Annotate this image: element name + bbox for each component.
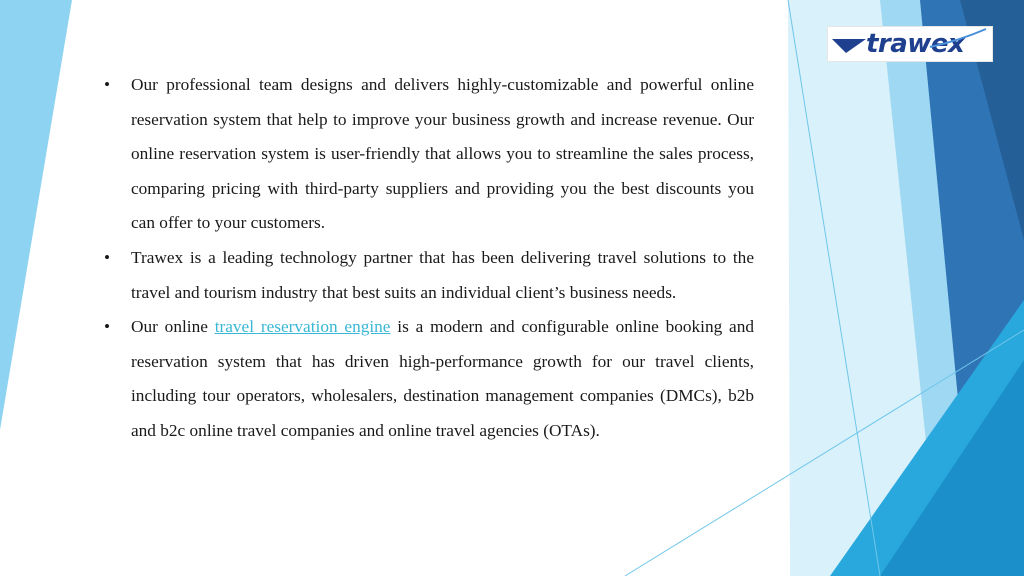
bullet-item bbox=[100, 310, 754, 448]
bullet-item bbox=[100, 68, 754, 241]
logo-arrow-icon bbox=[832, 35, 868, 55]
trawex-logo bbox=[827, 26, 993, 62]
bullet-text-after: is a modern and configurable online booking and reservation system that has driven high-performance growth for our travel clients, including tour operators, wholesalers, destination management companies (DMCs), b2b and b2c online travel companies and online travel agencies (OTAs). bbox=[131, 317, 754, 440]
logo-text: trawex bbox=[866, 29, 965, 59]
bullet-symbol: • bbox=[104, 75, 111, 94]
bullet-text: Trawex is a leading technology partner that has been delivering travel solutions to the travel and tourism industry that best suits an individual client’s business needs. bbox=[131, 247, 754, 302]
bullet-symbol: • bbox=[104, 247, 111, 267]
logo-swoosh-icon bbox=[928, 27, 988, 49]
bullet-item bbox=[100, 241, 754, 310]
bullet-text-before: Our online bbox=[131, 317, 215, 337]
bullet-text: Our professional team designs and delivers highly-customizable and powerful online reservation system that help to improve your business growth and increase revenue. Our online reservation system is user-friendly that allows you to streamline the sales process, comparing pricing with third-party suppliers and providing you the best discounts you can offer to your customers. bbox=[131, 75, 754, 233]
left-accent-shape bbox=[0, 0, 72, 430]
bullet-list bbox=[100, 68, 754, 449]
bullet-symbol: • bbox=[104, 317, 111, 337]
travel-reservation-engine-link[interactable]: travel reservation engine bbox=[214, 317, 391, 337]
